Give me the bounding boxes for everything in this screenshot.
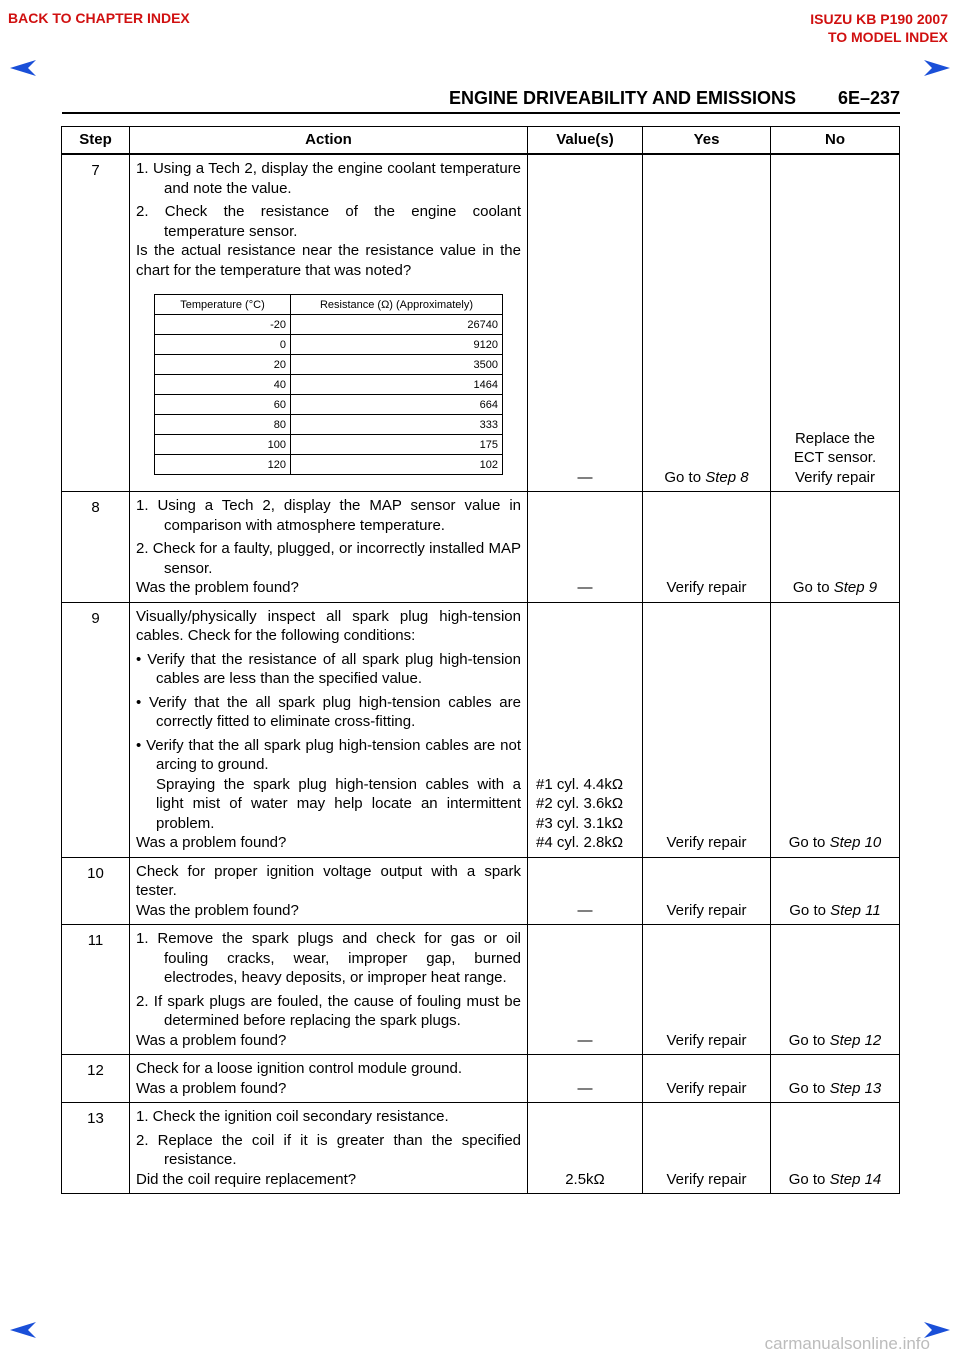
table-row bbox=[62, 925, 900, 1055]
action-item: 1. Using a Tech 2, display the engine coolant temperature and note the value. bbox=[136, 160, 521, 197]
step-number: 10 bbox=[62, 857, 130, 925]
temp-value: -20 bbox=[155, 315, 291, 335]
temp-value: 60 bbox=[155, 395, 291, 415]
value-cell bbox=[528, 602, 643, 857]
column-header-values: Value(s) bbox=[528, 127, 643, 155]
resistance-value: 664 bbox=[291, 395, 503, 415]
yes-cell: Verify repair bbox=[643, 857, 771, 925]
arrow-left-icon[interactable] bbox=[10, 1322, 36, 1338]
value-cell: — bbox=[528, 857, 643, 925]
action-question: Was a problem found? bbox=[136, 1031, 287, 1049]
temp-value: 120 bbox=[155, 455, 291, 475]
column-header-action: Action bbox=[130, 127, 528, 155]
to-model-index[interactable]: TO MODEL INDEX bbox=[827, 29, 948, 45]
value-cell: — bbox=[528, 154, 643, 492]
action-item: 2. Check for a faulty, plugged, or incorrectly installed MAP sensor. bbox=[136, 540, 521, 577]
action-intro: Visually/physically inspect all spark plug high-tension cables. Check for the following conditions: bbox=[136, 607, 521, 644]
action-question: Was the problem found? bbox=[136, 579, 299, 596]
watermark: carmanualsonline.info bbox=[764, 1334, 930, 1353]
temp-row bbox=[155, 335, 503, 355]
no-line: Replace the bbox=[794, 429, 876, 447]
no-cell bbox=[771, 154, 900, 492]
column-header-step: Step bbox=[62, 127, 130, 155]
action-cell bbox=[130, 857, 528, 925]
action-item: 1. Remove the spark plugs and check for gas or oil fouling cracks, wear, improper gap, burned electrodes, heavy deposits, or improper heat range. bbox=[136, 930, 521, 986]
no-cell bbox=[771, 857, 900, 925]
action-question: Was a problem found? bbox=[136, 1079, 287, 1097]
arrow-left-icon[interactable] bbox=[10, 60, 36, 76]
resistance-header: Resistance (Ω) (Approximately) bbox=[291, 295, 503, 315]
brand-title: ISUZU KB P190 2007 bbox=[810, 11, 948, 27]
no-cell bbox=[771, 1103, 900, 1194]
value-line: #4 cyl. 2.8kΩ bbox=[536, 834, 624, 851]
action-cell bbox=[130, 1055, 528, 1103]
column-header-yes: Yes bbox=[643, 127, 771, 155]
action-item: 2. If spark plugs are fouled, the cause of fouling must be determined before replacing the spark plugs. bbox=[136, 992, 521, 1029]
action-question: Did the coil require replacement? bbox=[136, 1170, 357, 1188]
action-item: 2. Replace the coil if it is greater than the specified resistance. bbox=[136, 1131, 521, 1168]
action-note: Spraying the spark plug high-tension cables with a light mist of water may help locate an intermittent problem. bbox=[156, 775, 521, 832]
value-cell: 2.5kΩ bbox=[528, 1103, 643, 1194]
no-prefix: Go to bbox=[788, 1031, 830, 1049]
resistance-value: 26740 bbox=[291, 315, 503, 335]
table-row bbox=[62, 602, 900, 857]
step-number: 8 bbox=[62, 492, 130, 603]
temp-row bbox=[155, 435, 503, 455]
step-link[interactable]: Step 11 bbox=[830, 901, 881, 919]
no-prefix: Go to bbox=[788, 1079, 830, 1097]
action-cell bbox=[130, 154, 528, 492]
page-number: 6E–237 bbox=[837, 88, 900, 108]
diagnostic-table bbox=[61, 126, 900, 1194]
column-header-no: No bbox=[771, 127, 900, 155]
action-bullet: • Verify that the resistance of all spark plug high-tension cables are less than the specified value. bbox=[136, 650, 521, 687]
model-index-link[interactable] bbox=[810, 10, 948, 46]
value-cell: — bbox=[528, 492, 643, 603]
table-row bbox=[62, 1055, 900, 1103]
table-header-row bbox=[62, 127, 900, 155]
back-to-chapter-link[interactable]: BACK TO CHAPTER INDEX bbox=[8, 10, 190, 26]
value-cell: — bbox=[528, 925, 643, 1055]
resistance-value: 102 bbox=[291, 455, 503, 475]
action-bullet: • Verify that the all spark plug high-tension cables are not arcing to ground. bbox=[136, 736, 521, 773]
action-cell bbox=[130, 925, 528, 1055]
action-question: Was a problem found? bbox=[136, 834, 287, 851]
yes-prefix: Go to bbox=[664, 468, 706, 486]
yes-cell bbox=[643, 154, 771, 492]
step-number: 7 bbox=[62, 154, 130, 492]
no-prefix: Go to bbox=[788, 1170, 830, 1188]
temp-value: 80 bbox=[155, 415, 291, 435]
temp-value: 40 bbox=[155, 375, 291, 395]
step-link[interactable]: Step 13 bbox=[829, 1079, 882, 1097]
no-cell bbox=[771, 925, 900, 1055]
step-number: 9 bbox=[62, 602, 130, 857]
temp-row bbox=[155, 355, 503, 375]
value-line: #3 cyl. 3.1kΩ bbox=[536, 814, 624, 832]
temp-row bbox=[155, 455, 503, 475]
no-cell bbox=[771, 1055, 900, 1103]
no-prefix: Go to bbox=[789, 901, 831, 919]
temp-row bbox=[155, 375, 503, 395]
step-number: 12 bbox=[62, 1055, 130, 1103]
action-cell bbox=[130, 602, 528, 857]
table-row bbox=[62, 154, 900, 492]
action-cell bbox=[130, 492, 528, 603]
resistance-value: 3500 bbox=[291, 355, 503, 375]
resistance-value: 175 bbox=[291, 435, 503, 455]
step-number: 13 bbox=[62, 1103, 130, 1194]
section-title: ENGINE DRIVEABILITY AND EMISSIONS bbox=[448, 88, 796, 108]
table-row bbox=[62, 1103, 900, 1194]
action-cell bbox=[130, 1103, 528, 1194]
arrow-right-icon[interactable] bbox=[924, 60, 950, 76]
action-question: Was the problem found? bbox=[136, 901, 299, 919]
yes-cell: Verify repair bbox=[643, 925, 771, 1055]
temp-value: 0 bbox=[155, 335, 291, 355]
temp-header: Temperature (°C) bbox=[155, 295, 291, 315]
temp-value: 100 bbox=[155, 435, 291, 455]
temp-row bbox=[155, 415, 503, 435]
step-link[interactable]: Step 10 bbox=[829, 834, 882, 851]
step-link[interactable]: Step 8 bbox=[705, 468, 749, 486]
resistance-value: 9120 bbox=[291, 335, 503, 355]
action-item: 1. Check the ignition coil secondary resistance. bbox=[136, 1108, 449, 1125]
action-question: Is the actual resistance near the resistance value in the chart for the temperature that was noted? bbox=[136, 242, 521, 279]
page-header bbox=[62, 86, 900, 114]
value-line: #2 cyl. 3.6kΩ bbox=[536, 795, 624, 812]
action-bullet: • Verify that the all spark plug high-tension cables are correctly fitted to eliminate cross-fitting. bbox=[136, 693, 521, 730]
no-prefix: Go to bbox=[788, 834, 830, 851]
value-cell: — bbox=[528, 1055, 643, 1103]
no-prefix: Go to bbox=[792, 579, 834, 596]
action-item: 2. Check the resistance of the engine coolant temperature sensor. bbox=[136, 203, 521, 240]
no-line: ECT sensor. bbox=[793, 449, 877, 466]
step-link[interactable]: Step 14 bbox=[829, 1170, 882, 1188]
no-line: Verify repair bbox=[794, 468, 876, 486]
yes-cell: Verify repair bbox=[643, 602, 771, 857]
table-row bbox=[62, 857, 900, 925]
no-cell bbox=[771, 602, 900, 857]
temp-row bbox=[155, 395, 503, 415]
action-intro: Check for proper ignition voltage output with a spark tester. bbox=[136, 862, 521, 899]
action-intro: Check for a loose ignition control module ground. bbox=[136, 1060, 463, 1077]
no-cell bbox=[771, 492, 900, 603]
yes-cell: Verify repair bbox=[643, 492, 771, 603]
step-link[interactable]: Step 9 bbox=[833, 579, 878, 596]
temp-row bbox=[155, 315, 503, 335]
step-number: 11 bbox=[62, 925, 130, 1055]
step-link[interactable]: Step 12 bbox=[829, 1031, 882, 1049]
resistance-value: 333 bbox=[291, 415, 503, 435]
temperature-resistance-table bbox=[154, 294, 503, 475]
action-item: 1. Using a Tech 2, display the MAP sensor value in comparison with atmosphere temperature. bbox=[136, 497, 521, 534]
yes-cell: Verify repair bbox=[643, 1103, 771, 1194]
value-line: #1 cyl. 4.4kΩ bbox=[536, 775, 624, 793]
temp-value: 20 bbox=[155, 355, 291, 375]
resistance-value: 1464 bbox=[291, 375, 503, 395]
table-row bbox=[62, 492, 900, 603]
yes-cell: Verify repair bbox=[643, 1055, 771, 1103]
